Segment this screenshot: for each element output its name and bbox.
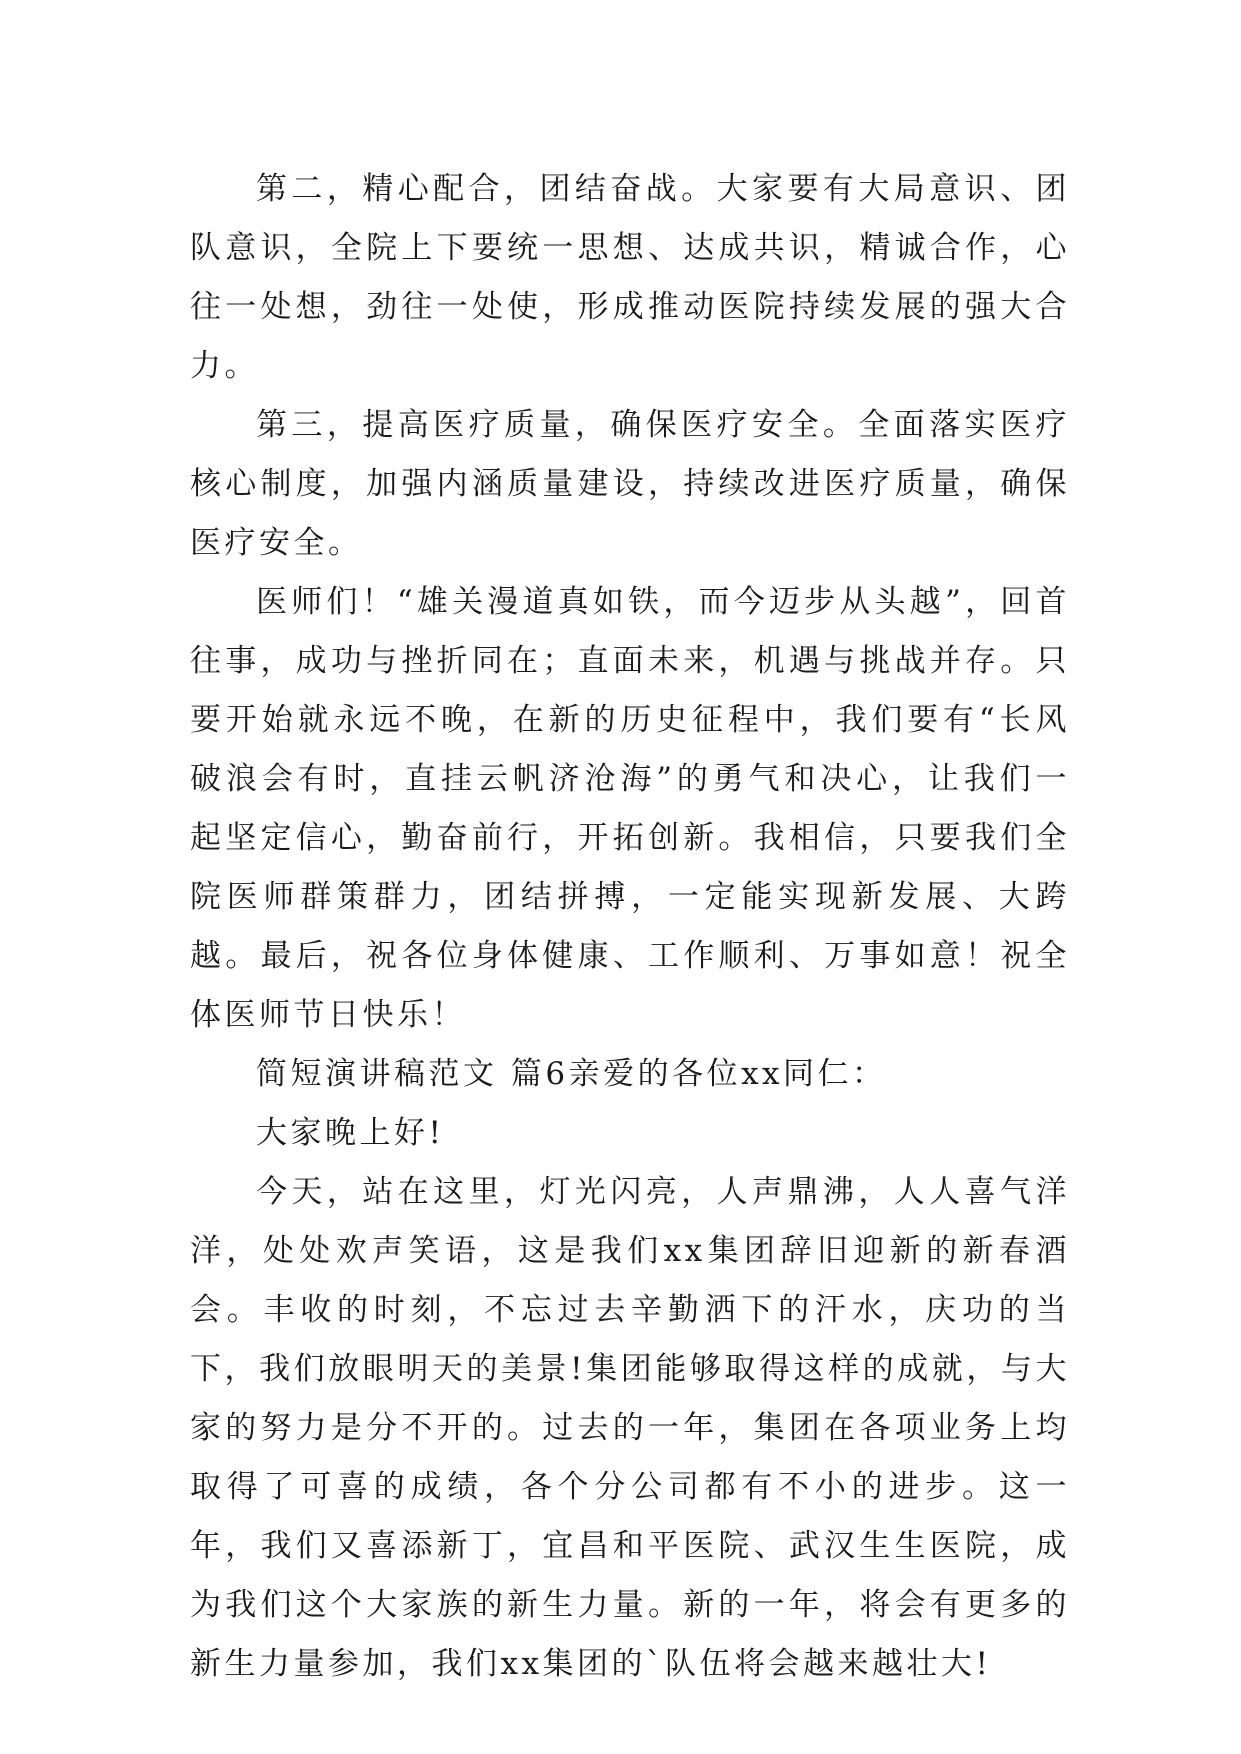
paragraph-closing-wishes: 医师们！“雄关漫道真如铁，而今迈步从头越”，回首往事，成功与挫折同在；直面未来，机遇与挑战并存。只要开始就永远不晚，在新的历史征程中，我们要有“长风破浪会有时，直挂云帆济沧海”的勇气和决心，让我们一起坚定信心，勤奋前行，开拓创新。我相信，只要我们全院医师群策群力，团结拼搏，一定能实现新发展、大跨越。最后，祝各位身体健康、工作顺利、万事如意！祝全体医师节日快乐！ [190, 584, 1070, 1033]
paragraph-greeting: 大家晚上好! [256, 1115, 445, 1151]
paragraph-medical-quality: 第三，提高医疗质量，确保医疗安全。全面落实医疗核心制度，加强内涵质量建设，持续改进医疗质量，确保医疗安全。 [190, 407, 1070, 561]
paragraph-teamwork: 第二，精心配合，团结奋战。大家要有大局意识、团队意识，全院上下要统一思想、达成共识，精诚合作，心往一处想，劲往一处使，形成推动医院持续发展的强大合力。 [190, 171, 1070, 384]
paragraph-new-year-party: 今天，站在这里，灯光闪亮，人声鼎沸，人人喜气洋洋，处处欢声笑语，这是我们xx集团辞旧迎新的新春酒会。丰收的时刻，不忘过去辛勤洒下的汗水，庆功的当下，我们放眼明天的美景!集团能够取得这样的成就，与大家的努力是分不开的。过去的一年，集团在各项业务上均取得了可喜的成绩，各个分公司都有不小的进步。这一年，我们又喜添新丁，宜昌和平医院、武汉生生医院，成为我们这个大家族的新生力量。新的一年，将会有更多的新生力量参加，我们xx集团的`队伍将会越来越壮大! [190, 1174, 1070, 1682]
section-heading-speech-6: 简短演讲稿范文 篇6亲爱的各位xx同仁： [256, 1056, 887, 1092]
document-body [190, 160, 1070, 1694]
